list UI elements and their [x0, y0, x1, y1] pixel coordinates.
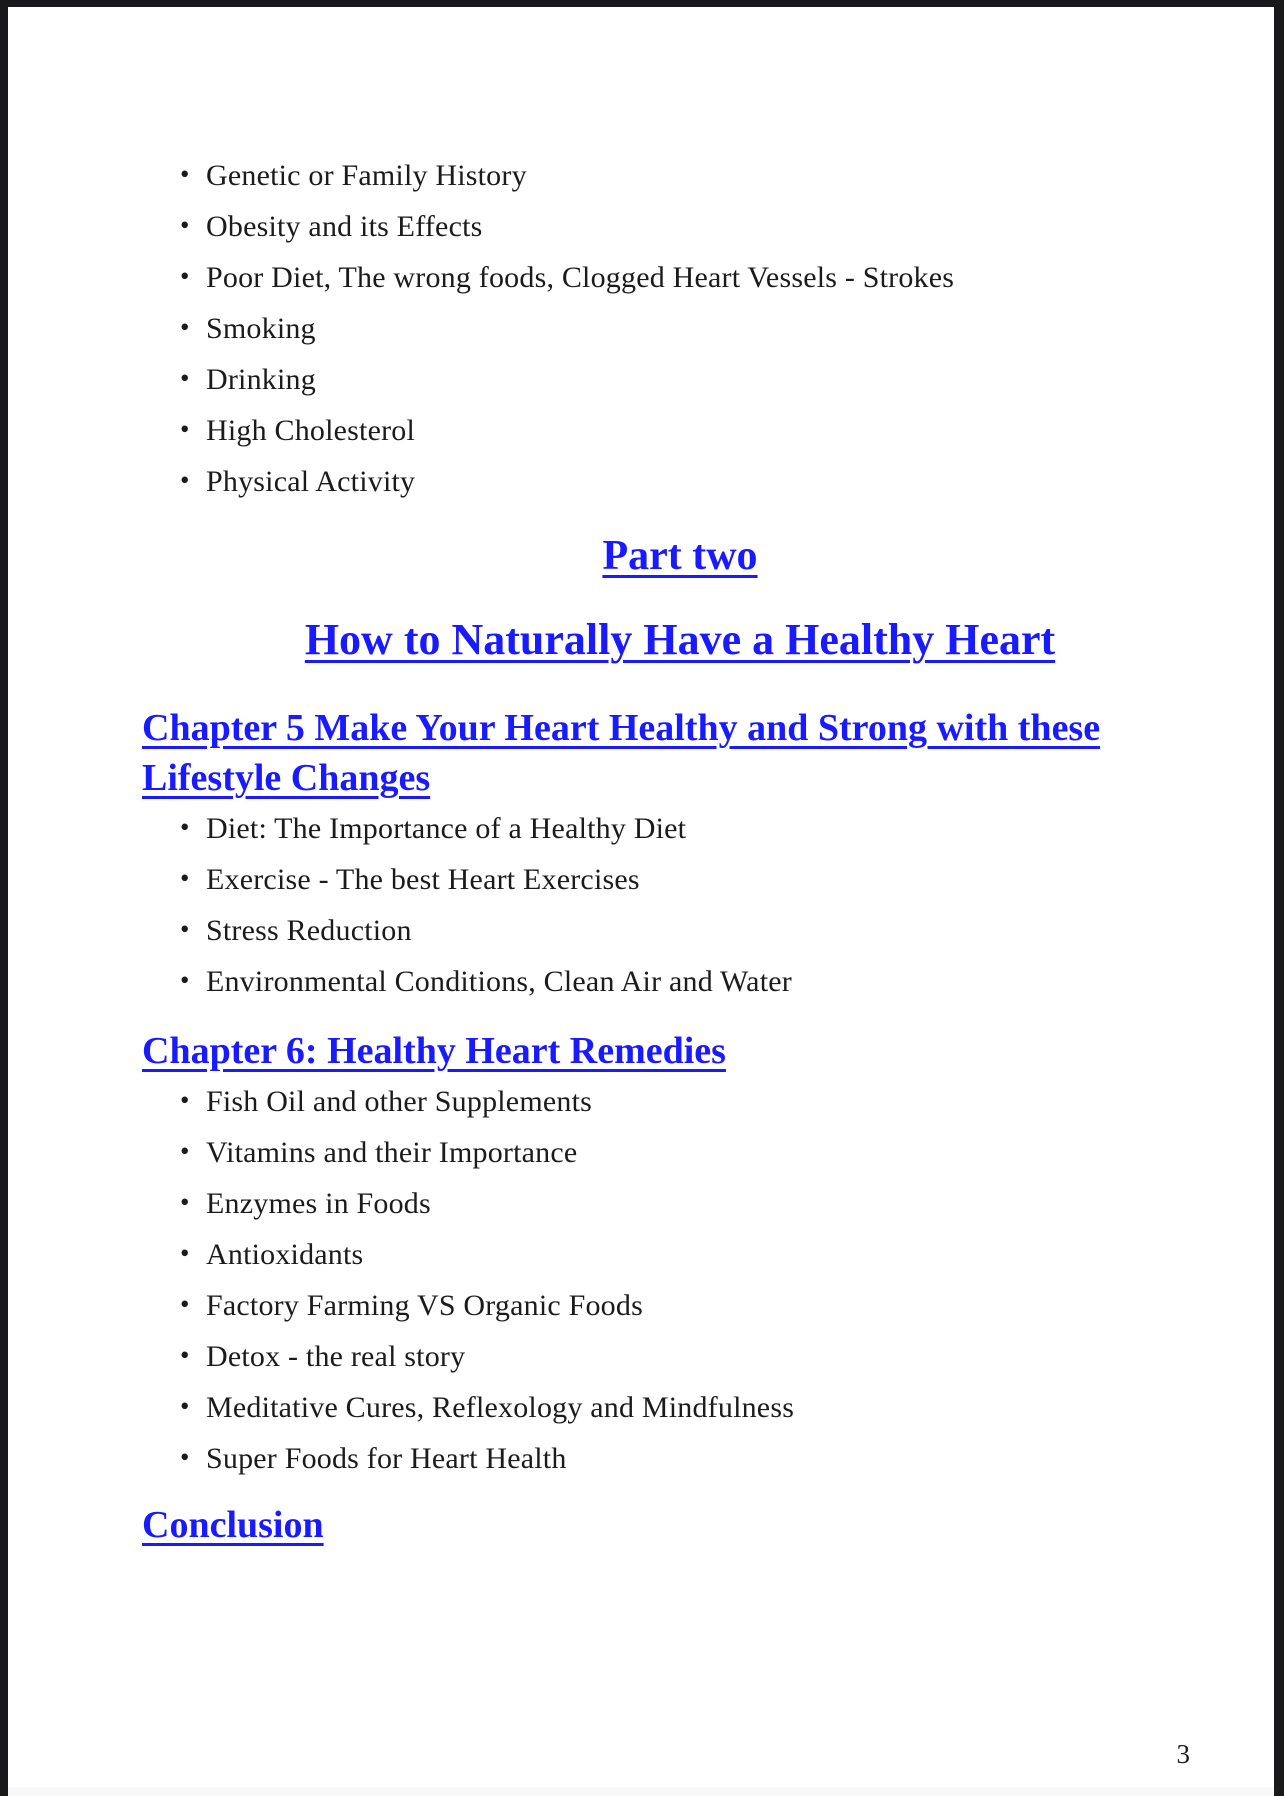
conclusion-heading-link[interactable]: Conclusion — [142, 1504, 324, 1546]
document-page — [8, 7, 1274, 1796]
toc-item: • Antioxidants — [142, 1229, 1218, 1280]
part-two-subtitle-link[interactable]: How to Naturally Have a Healthy Heart — [304, 615, 1056, 664]
toc-item: • Diet: The Importance of a Healthy Diet — [142, 803, 1218, 854]
toc-item: • Super Foods for Heart Health — [142, 1433, 1218, 1484]
chapter-6-heading-link[interactable]: Chapter 6: Healthy Heart Remedies — [142, 1030, 726, 1072]
toc-item: • Exercise - The best Heart Exercises — [142, 854, 1218, 905]
chapter-5-topics-list — [142, 803, 1218, 1007]
chapter-6-topics-list — [142, 1076, 1218, 1484]
toc-item: • High Cholesterol — [142, 405, 1218, 456]
toc-item: • Meditative Cures, Reflexology and Mindfulness — [142, 1382, 1218, 1433]
toc-item: • Obesity and its Effects — [142, 201, 1218, 252]
toc-item: • Stress Reduction — [142, 905, 1218, 956]
toc-item: • Enzymes in Foods — [142, 1178, 1218, 1229]
risk-factors-list — [142, 150, 1218, 507]
toc-item: • Poor Diet, The wrong foods, Clogged Heart Vessels - Strokes — [142, 252, 1218, 303]
part-two-heading-link[interactable]: Part two — [602, 533, 758, 579]
toc-item: • Drinking — [142, 354, 1218, 405]
toc-item: • Smoking — [142, 303, 1218, 354]
toc-item: • Detox - the real story — [142, 1331, 1218, 1382]
toc-item: • Vitamins and their Importance — [142, 1127, 1218, 1178]
toc-item: • Environmental Conditions, Clean Air and Water — [142, 956, 1218, 1007]
toc-item: • Fish Oil and other Supplements — [142, 1076, 1218, 1127]
chapter-5-heading-link[interactable]: Chapter 5 Make Your Heart Healthy and Strong with these Lifestyle Changes — [142, 707, 1101, 799]
page-number: 3 — [1176, 1739, 1190, 1769]
toc-item: • Physical Activity — [142, 456, 1218, 507]
toc-item: • Genetic or Family History — [142, 150, 1218, 201]
toc-item: • Factory Farming VS Organic Foods — [142, 1280, 1218, 1331]
